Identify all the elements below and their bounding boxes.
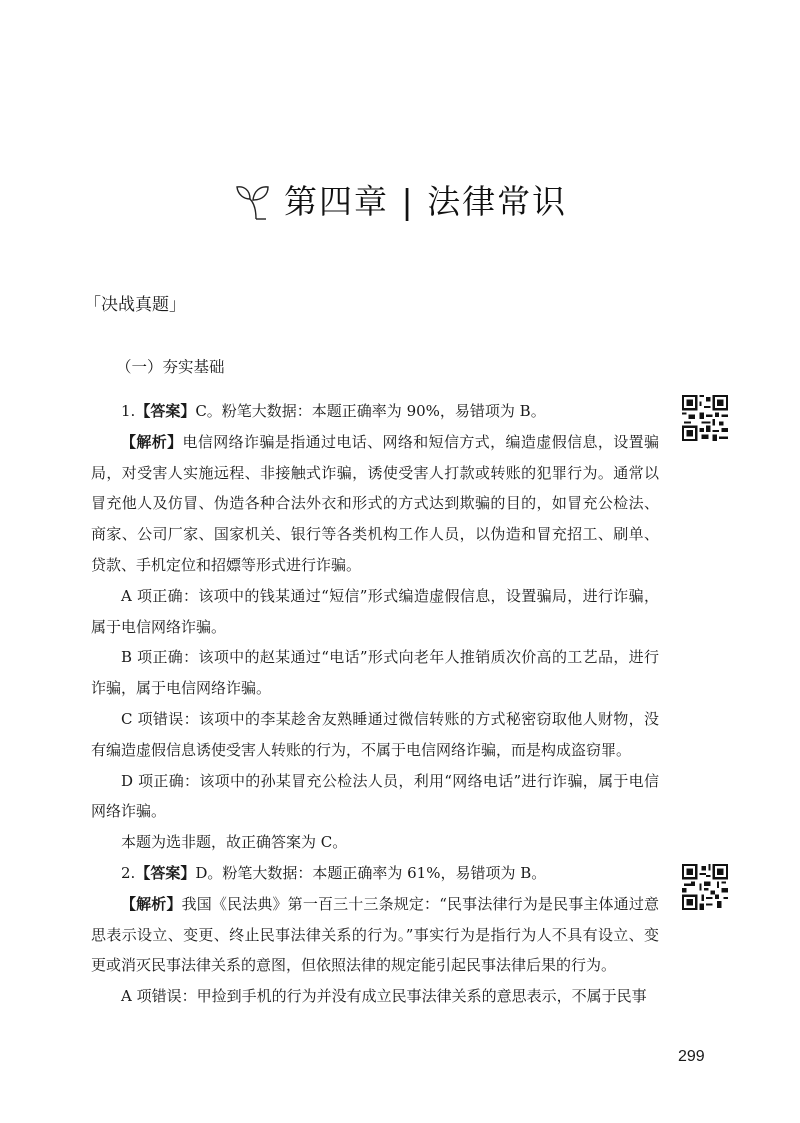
q1-analysis bbox=[91, 427, 659, 581]
q2-number: 2. bbox=[121, 863, 136, 882]
answer-tag: 【答案】 bbox=[135, 863, 196, 882]
qr-code-icon[interactable] bbox=[682, 395, 728, 441]
chapter-title: 第四章 | 法律常识 bbox=[284, 181, 568, 221]
analysis-tag: 【解析】 bbox=[121, 432, 183, 451]
q1-conclusion: 本题为选非题，故正确答案为 C。 bbox=[121, 833, 348, 852]
q2-answer bbox=[91, 858, 659, 889]
section-title: 「决战真题」 bbox=[84, 295, 186, 315]
page-number: 299 bbox=[678, 1048, 705, 1065]
q1-number: 1. bbox=[121, 402, 136, 420]
q1-option-b: B 项正确：该项中的赵某通过“电话”形式向老年人推销质次价高的工艺品，进行诈骗，属于电信网络诈骗。 bbox=[91, 648, 659, 698]
q2-answer-text: D。粉笔大数据：本题正确率为 61%，易错项为 B。 bbox=[195, 863, 547, 882]
q2-option-a: A 项错误：甲捡到手机的行为并没有成立民事法律关系的意思表示，不属于民事 bbox=[121, 987, 647, 1006]
q2-analysis-text: 我国《民法典》第一百三十三条规定：“民事法律行为是民事主体通过意思表示设立、变更、终止民事法律关系的行为。”事实行为是指行为人不具有设立、变更或消灭民事法律关系的意图，但依照法律的规定能引起民事法律后果的行为。 bbox=[91, 894, 659, 975]
q1-option-d: D 项正确：该项中的孙某冒充公检法人员，利用“网络电话”进行诈骗，属于电信网络诈骗。 bbox=[91, 771, 659, 821]
qr-code-icon[interactable] bbox=[682, 864, 728, 910]
answer-body bbox=[91, 396, 659, 1012]
q1-answer-text: C。粉笔大数据：本题正确率为 90%，易错项为 B。 bbox=[195, 402, 546, 420]
q1-option-a: A 项正确：该项中的钱某通过“短信”形式编造虚假信息，设置骗局，进行诈骗，属于电信网络诈骗。 bbox=[91, 586, 659, 636]
q1-option-c: C 项错误：该项中的李某趁舍友熟睡通过微信转账的方式秘密窃取他人财物，没有编造虚假信息诱使受害人转账的行为，不属于电信网络诈骗，而是构成盗窃罪。 bbox=[91, 709, 659, 759]
analysis-tag: 【解析】 bbox=[121, 894, 182, 913]
q1-analysis-text: 电信网络诈骗是指通过电话、网络和短信方式，编造虚假信息，设置骗局，对受害人实施远程、非接触式诈骗，诱使受害人打款或转账的犯罪行为。通常以冒充他人及仿冒、伪造各种合法外衣和形式的方式达到欺骗的目的，如冒充公检法、商家、公司厂家、国家机关、银行等各类机构工作人员，以伪造和冒充招工、刷单、贷款、手机定位和招嫖等形式进行诈骗。 bbox=[91, 432, 659, 574]
chapter-heading bbox=[232, 174, 567, 224]
subsection-title: （一）夯实基础 bbox=[116, 358, 225, 376]
q1-answer bbox=[91, 396, 659, 427]
sprout-icon bbox=[232, 175, 280, 223]
q2-analysis bbox=[91, 889, 659, 981]
answer-tag: 【答案】 bbox=[135, 402, 196, 420]
